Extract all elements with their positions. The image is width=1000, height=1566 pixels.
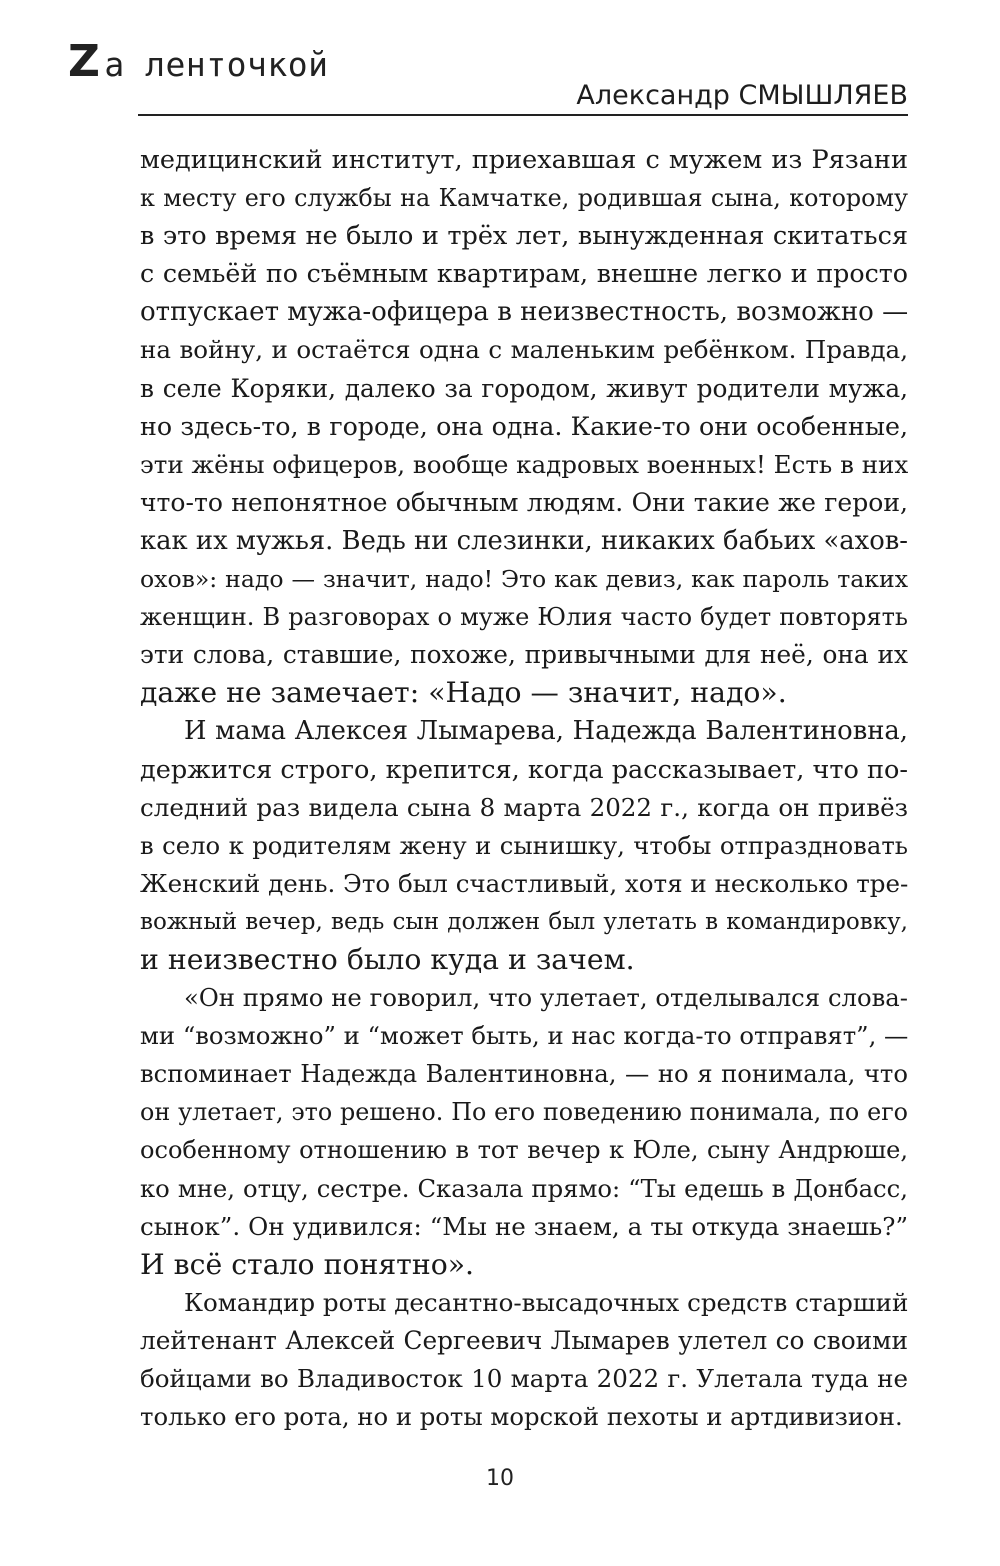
series-title-rest: а ленточкой [104, 45, 329, 84]
text-line: и неизвестно было куда и зачем. [140, 942, 635, 976]
paragraph-2 [140, 712, 908, 979]
text-line: даже не замечает: «Надо — значит, надо». [140, 676, 787, 710]
text-line: ко мне, отцу, сестре. Сказала прямо: “Ты едешь в Донбасс, [140, 1173, 908, 1203]
text-line: вспоминает Надежда Валентиновна, — но я понимала, что [140, 1059, 908, 1089]
paragraph-1 [140, 141, 908, 712]
text-line: ми “возможно” и “может быть, и нас когда-то отправят”, — [140, 1021, 909, 1051]
text-line: бойцами во Владивосток 10 марта 2022 г. Улетала туда не [140, 1364, 908, 1393]
text-line: эти жёны офицеров, вообще кадровых военных! Есть в них [140, 449, 909, 479]
running-head [68, 36, 908, 126]
text-line: с семьёй по съёмным квартирам, внешне легко и просто [140, 259, 908, 289]
paragraph-4 [140, 1284, 908, 1436]
text-line: лейтенант Алексей Сергеевич Лымарев улетел со своими [140, 1325, 908, 1355]
body-text [140, 141, 908, 1436]
text-line: держится строго, крепится, когда рассказывает, что по- [140, 754, 909, 785]
author-name: Александр СМЫШЛЯЕВ [576, 80, 908, 111]
text-line: как их мужья. Ведь ни слезинки, никаких бабьих «ахов- [140, 525, 908, 556]
text-line: Женский день. Это был счастливый, хотя и несколько тре- [140, 868, 909, 898]
text-line: вожный вечер, ведь сын должен был улетать в командировку, [140, 908, 908, 935]
series-title-initial: Z [68, 36, 101, 87]
page-number: 10 [486, 1466, 514, 1491]
text-line: в село к родителям жену и сынишку, чтобы отпраздновать [140, 830, 908, 860]
text-line: отпускает мужа-офицера в неизвестность, возможно — [140, 297, 909, 328]
header-divider [138, 114, 908, 116]
text-line: в это время не было и трёх лет, вынужденная скитаться [140, 221, 908, 252]
text-line: что-то непонятное обычным людям. Они такие же герои, [140, 487, 908, 517]
text-line: только его рота, но и роты морской пехоты и артдивизион. [140, 1402, 903, 1432]
text-line: И всё стало понятно». [140, 1247, 475, 1281]
text-line: женщин. В разговорах о муже Юлия часто будет повторять [140, 603, 908, 632]
text-line: к месту его службы на Камчатке, родившая сына, которому [140, 184, 908, 213]
text-line: особенному отношению в тот вечер к Юле, сыну Андрюше, [140, 1136, 908, 1165]
text-line: медицинский институт, приехавшая с мужем из Рязани [140, 145, 908, 175]
text-line: сынок”. Он удивился: “Мы не знаем, а ты откуда знаешь?” [140, 1211, 908, 1241]
paragraph-3 [140, 979, 908, 1284]
text-line: И мама Алексея Лымарева, Надежда Валентиновна, [184, 716, 908, 747]
text-line: «Он прямо не говорил, что улетает, отделывался слова- [184, 983, 908, 1013]
text-line: на войну, и остаётся одна с маленьким ребёнком. Правда, [140, 335, 908, 365]
text-line: охов»: надо — значит, надо! Это как девиз, как пароль таких [140, 565, 908, 594]
text-line: следний раз видела сына 8 марта 2022 г., когда он привёз [140, 792, 908, 822]
text-line: эти слова, ставшие, похоже, привычными для неё, она их [140, 640, 908, 670]
text-line: в селе Коряки, далеко за городом, живут родители мужа, [140, 373, 908, 403]
text-line: но здесь-то, в городе, она одна. Какие-то они особенные, [140, 411, 908, 441]
series-title [68, 36, 328, 87]
text-line: он улетает, это решено. По его поведению понимала, по его [140, 1098, 908, 1127]
text-line: Командир роты десантно-высадочных средств старший [184, 1287, 909, 1317]
